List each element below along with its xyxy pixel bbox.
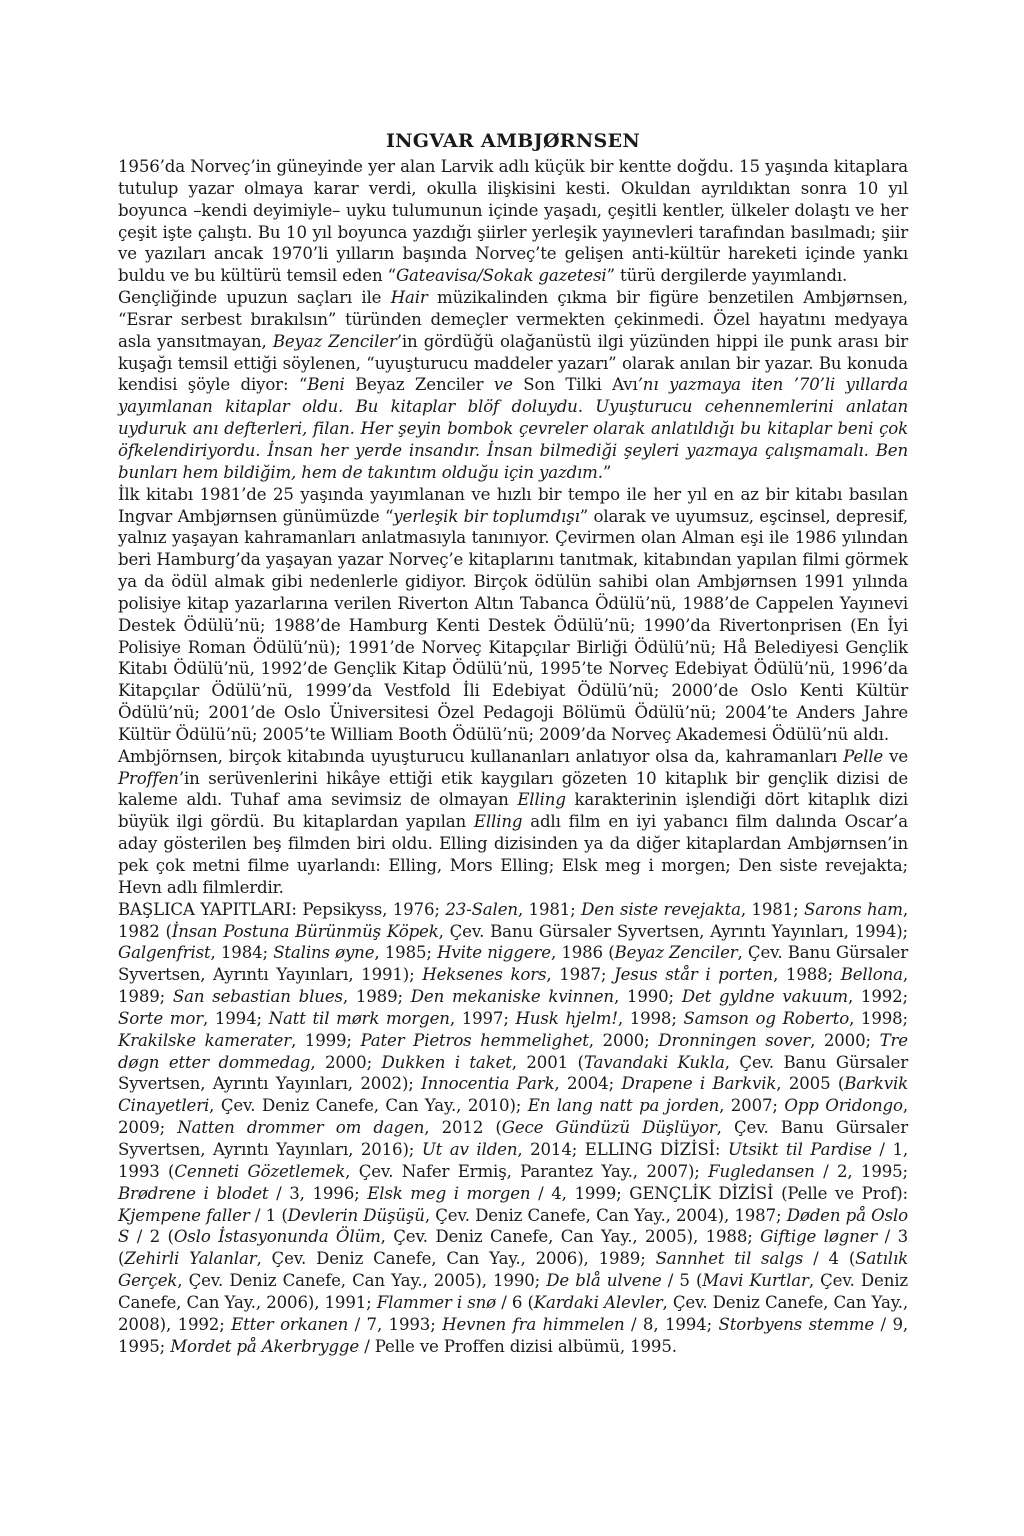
text-run: ve [883,746,909,766]
text-run: , Çev. Banu Gürsaler Syvertsen, Ayrıntı Yayınları, 1991); [118,943,908,985]
italic-text: Tre døgn etter dommedag [118,1030,908,1072]
italic-text: Mavi Kurtlar [702,1271,809,1291]
italic-text: En lang natt pa jorden [527,1096,720,1116]
italic-text: Natt til mørk morgen [268,1008,450,1028]
italic-text: yerleşik bir toplumdışı [393,506,580,526]
italic-text: Beyaz Zenciler [272,331,397,351]
italic-text: Ut av ilden [421,1139,518,1159]
text-run: , 2005 ( [776,1074,845,1094]
text-run: müzikalinden çıkma bir figüre benzetilen Ambjørnsen, “Esrar serbest bırakılsın” türünden demeçler vermekten çekinmedi. Özel hayatını medyaya asla yansıtmayan, [118,288,908,351]
text-run: İlk kitabı 1981’de 25 yaşında yayımlanan ve hızlı bir tempo ile her yıl en az bir kitabı basılan Ingvar Ambjørnsen günümüzde “ [118,484,908,526]
text-run: , 1989; [118,965,908,1007]
text-run: , Çev. Deniz Canefe, Can Yay., 2005), 1988; [380,1227,761,1247]
italic-text: Cenneti Gözetlemek [174,1161,346,1181]
text-run: 1956’da Norveç’in güneyinde yer alan Larvik adlı küçük bir kentte doğdu. 15 yaşında kitaplara tutulup yazar olmaya karar verdi, okulla ilişkisini kesti. Okuldan ayrıldıktan sonra 10 yıl boyunca –kendi deyimiyle– uyku tulumunun içinde yaşadı, çeşitli kentler, ülkeler dolaştı ve her çeşit işte çalıştı. Bu 10 yıl boyunca yazdığı şiirler yerleşik yayınevleri tarafından basılmadı; şiir ve yazıları ancak 1970’li yılların başında Norveç’te gelişen anti-kültür hareketi içinde yankı buldu ve bu kültürü temsil eden “ [118,157,908,286]
text-run: ’in serüvenlerini hikâye ettiği etik kaygıları gözeten 10 kitaplık bir gençlik dizisi de kaleme aldı. Tuhaf ama sevimsiz de olmayan [118,768,908,810]
text-run: / 3, 1996; [268,1183,368,1203]
italic-text: Mordet på Akerbrygge [170,1336,360,1356]
italic-text: Den siste revejakta [581,899,741,919]
italic-text: Utsikt til Pardise [727,1139,872,1159]
text-run: , 1981; [517,899,582,919]
italic-text: Sarons ham [804,899,903,919]
italic-text: Zehirli Yalanlar [124,1249,257,1269]
text-run: , Çev. Deniz Canefe, Can Yay., 2010); [209,1096,528,1116]
italic-text: Døden på Oslo S [118,1205,908,1247]
italic-text: San sebastian blues [172,987,343,1007]
italic-text: Stalins øyne [273,943,375,963]
text-run: / Pelle ve Proffen dizisi albümü, 1995. [359,1336,677,1356]
paragraph [118,484,908,746]
italic-text: Tavandaki Kukla [583,1052,725,1072]
text-run: ” türü dergilerde yayımlandı. [606,266,848,286]
text-run: , 2000; [810,1030,880,1050]
text-run: , 2004; [554,1074,622,1094]
text-run: , Çev. Deniz Canefe, Can Yay., 2008), 1992; [118,1292,909,1334]
text-run: , 1987; [546,965,615,985]
text-run: Son Tilki Avı [512,375,638,395]
text-run: , 1994; [202,1008,269,1028]
italic-text: Hvite niggere [437,943,551,963]
italic-text: Oslo İstasyonunda Ölüm [173,1227,381,1247]
italic-text: Barkvik Cinayetleri [118,1074,909,1116]
text-run: , Çev. Deniz Canefe, Can Yay., 2005), 1990; [177,1271,547,1291]
italic-text: ve [493,375,513,395]
italic-text: Pelle [843,746,884,766]
text-run: , 1997; [449,1008,516,1028]
text-run: , 2009; [118,1096,908,1138]
italic-text: Det gyldne vakuum [681,987,848,1007]
text-run: Beyaz Zenciler [344,375,494,395]
text-run: , Çev. Banu Gürsaler Syvertsen, Ayrıntı Yayınları, 2016); [118,1118,908,1159]
text-run: / 2, 1995; [814,1161,908,1181]
italic-text: Etter orkanen [231,1314,349,1334]
text-run: , Çev. Deniz Canefe, Can Yay., 2006), 1991; [118,1271,908,1312]
text-run: , 2012 ( [424,1118,502,1138]
text-run: ’in gördüğü olağanüstü ilgi yüzünden hippi ile punk arası bir kuşağı temsil ettiği söylenen, “uyuşturucu maddeler yazarı” olarak anılan bir yazar. Bu konuda kendisi şöyle diyor: “ [118,331,909,395]
italic-text: Beni [307,375,345,395]
italic-text: 23-Salen [445,899,518,919]
italic-text: Dukken i taket [381,1052,512,1072]
italic-text: Proffen [118,768,179,788]
italic-text: Natten drommer om dagen [177,1118,425,1138]
text-run: / 4, 1999; GENÇLİK DİZİSİ (Pelle ve Prof): [530,1183,908,1203]
text-run: / 8, 1994; [624,1314,719,1334]
italic-text: Gateavisa/Sokak gazetesi [395,266,607,286]
text-run: / 7, 1993; [348,1314,443,1334]
text-run: , 1999; [291,1030,361,1050]
italic-text: Giftige løgner [760,1227,878,1247]
text-run: ” [602,462,612,482]
text-run: , 1986 ( [550,943,615,963]
italic-text: Satılık Gerçek [118,1249,909,1291]
italic-text: İnsan Postuna Bürünmüş Köpek [171,921,439,941]
text-run: , 1982 ( [118,899,908,941]
text-run: / 4 ( [803,1249,856,1269]
text-run: , 1998; [849,1008,908,1028]
italic-text: Flammer i snø [376,1292,496,1312]
italic-text: ’nı yazmaya iten ’70’li yıllarda yayımlanan kitaplar oldu. Bu kitaplar blöf doluydu. Uyuşturucu cehennemlerini anlatan uyduruk anı defterleri, filan. Her şeyin bombok çevreler olarak anlatıldığı bu kitaplar beni çok öfkelendiriyordu. İnsan her yerde insandır. İnsan bilmediği şeyleri yazmaya çalışmamalı. Ben bunları hem bildiğim, hem de takıntım olduğu için yazdım. [118,375,908,482]
italic-text: Storbyens stemme [718,1314,875,1334]
italic-text: Galgenfrist [118,943,211,963]
italic-text: Drapene i Barkvik [621,1074,777,1094]
text-run: , 2000; [588,1030,659,1050]
italic-text: Beyaz Zenciler [614,943,738,963]
text-run: Gençliğinde upuzun saçları ile [118,288,391,308]
text-run: , 2014; ELLING DİZİSİ: [517,1139,728,1159]
text-run: , 1998; [617,1008,684,1028]
text-run: , 2000; [310,1052,382,1072]
text-run: , 1984; [210,943,274,963]
text-run: , 2007; [719,1096,785,1116]
italic-text: Gece Gündüzü Düşlüyor [501,1118,717,1138]
italic-text: Fugledansen [708,1161,815,1181]
text-run: adlı film en iyi yabancı film dalında Oscar’a aday gösterilen beş filmden biri oldu. Elling dizisinden ya da diğer kitaplardan Ambjørnsen’in pek çok metni filme uyarlandı: Elling, Mors Elling; Elsk meg i morgen; Den siste revejakta; Hevn adlı filmlerdir. [118,812,908,897]
text-run: , Çev. Deniz Canefe, Can Yay., 2004), 1987; [424,1205,787,1225]
italic-text: Den mekaniske kvinnen [410,987,614,1007]
text-run: / 1, 1993 ( [118,1139,908,1181]
italic-text: De blå ulvene [546,1271,662,1291]
text-run: Ambjörnsen, birçok kitabında uyuşturucu kullananları anlatıyor olsa da, kahramanları [118,746,844,766]
italic-text: Sannhet til salgs [655,1249,804,1269]
paragraph [118,156,908,287]
text-run: / 3 ( [118,1227,908,1269]
italic-text: Husk hjelm! [515,1008,618,1028]
text-run: BAŞLICA YAPITLARI: Pepsikyss, 1976; [118,899,446,919]
italic-text: Kardaki Alevler [533,1292,663,1312]
text-run: , Çev. Banu Gürsaler Syvertsen, Ayrıntı Yayınları, 1994); [438,921,908,941]
italic-text: Krakilske kamerater [118,1030,291,1050]
text-run: , 1985; [374,943,438,963]
text-run: , 1989; [342,987,411,1007]
text-run: / 5 ( [661,1271,703,1291]
italic-text: Elling [517,790,566,810]
text-run: karakterinin işlendiği dört kitaplık dizi büyük ilgi gördü. Bu kitaplardan yapılan [118,790,908,832]
italic-text: Brødrene i blodet [118,1183,269,1203]
biography-text [118,156,908,1357]
italic-text: Jesus står i porten [614,965,774,985]
italic-text: Dronningen sover [658,1030,811,1050]
text-run: , 1990; [613,987,682,1007]
italic-text: Innocentia Park [421,1074,555,1094]
italic-text: Sorte mor [118,1008,203,1028]
text-run: ” olarak ve uyumsuz, eşcinsel, depresif, yalnız yaşayan kahramanları anlatmasıyla tanınıyor. Çevirmen olan Alman eşi ile 1986 yılından beri Hamburg’da yaşayan yazar Norveç’e kitaplarını tanıtmak, kitabından yapılan filmi görmek ya da ödül almak gibi nedenlerle gidiyor. Birçok ödülün sahibi olan Ambjørnsen 1991 yılında polisiye kitap yazarlarına verilen Riverton Altın Tabanca Ödülü’nü, 1988’de Cappelen Yayınevi Destek Ödülü’nü; 1988’de Hamburg Kenti Destek Ödülü’nü; 1990’da Rivertonprisen (En İyi Polisiye Roman Ödülü’nü); 1991’de Norveç Kitapçılar Birliği Ödülü’nü; Hå Belediyesi Gençlik Kitabı Ödülü’nü, 1992’de Gençlik Kitap Ödülü’nü, 1995’te Norveç Edebiyat Ödülü’nü, 1996’da Kitapçılar Ödülü’nü, 1999’da Vestfold İli Edebiyat Ödülü’nü; 2000’de Oslo Kenti Kültür Ödülü’nü; 2001’de Oslo Üniversitesi Özel Pedagoji Bölümü Ödülü’nü; 2004’te Anders Jahre Kültür Ödülü’nü; 2005’te William Booth Ödülü’nü; 2009’da Norveç Akademesi Ödülü’nü aldı. [118,506,908,744]
italic-text: Hevnen fra himmelen [442,1314,625,1334]
italic-text: Samson og Roberto [683,1008,850,1028]
text-run: , 1992; [847,987,908,1007]
text-run: / 9, 1995; [118,1314,908,1356]
text-run: , 2001 ( [511,1052,584,1072]
text-run: / 1 ( [249,1205,288,1225]
paragraph [118,287,908,484]
paragraph [118,899,908,1358]
italic-text: Pater Pietros hemmelighet [360,1030,589,1050]
text-run: / 6 ( [496,1292,534,1312]
italic-text: Kjempene faller [118,1205,250,1225]
italic-text: Elling [473,812,523,832]
text-run: , Çev. Nafer Ermiş, Parantez Yay., 2007); [345,1161,709,1181]
italic-text: Heksenes kors [422,965,547,985]
italic-text: Devlerin Düşüşü [287,1205,425,1225]
page-title: INGVAR AMBJØRNSEN [385,130,641,152]
italic-text: Elsk meg i morgen [367,1183,531,1203]
text-run: , 1988; [773,965,841,985]
text-run: / 2 ( [129,1227,174,1247]
text-run: , Çev. Deniz Canefe, Can Yay., 2006), 1989; [256,1249,656,1269]
paragraph [118,746,908,899]
document-page [118,128,908,1418]
italic-text: Bellona [840,965,903,985]
text-run: , Çev. Banu Gürsaler Syvertsen, Ayrıntı Yayınları, 2002); [118,1052,908,1094]
italic-text: Opp Oridongo [784,1096,903,1116]
italic-text: Hair [390,288,428,308]
text-run: , 1981; [740,899,805,919]
